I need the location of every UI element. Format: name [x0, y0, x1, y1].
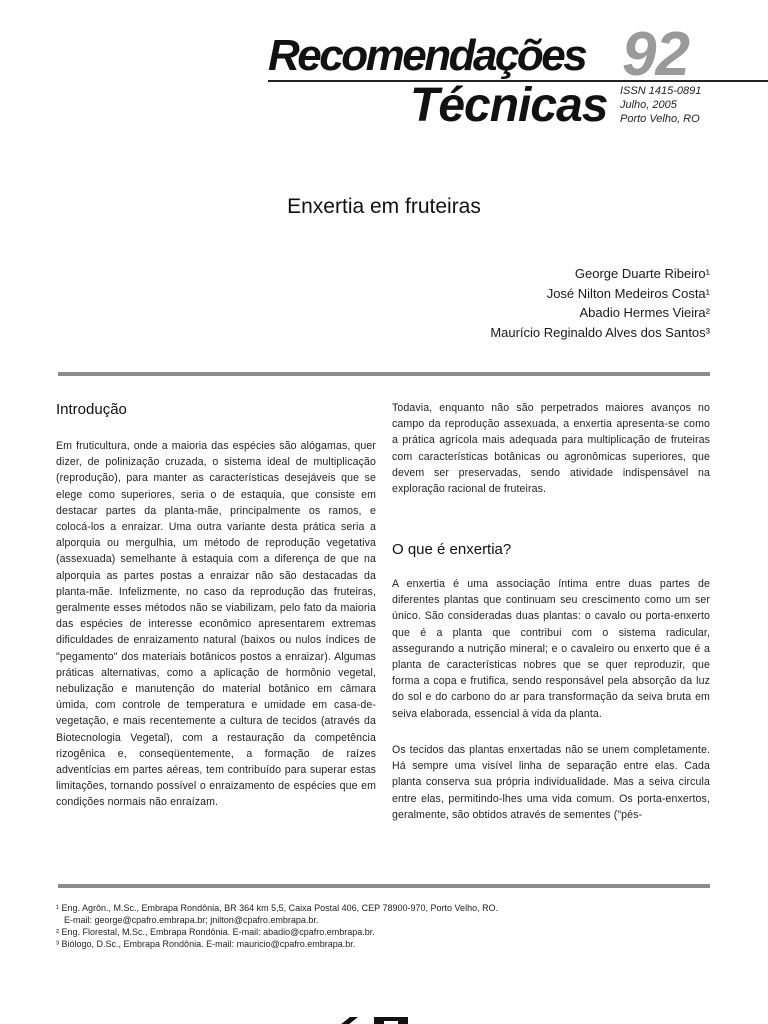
author-list [310, 264, 710, 342]
section-heading-intro: Introdução [56, 401, 127, 418]
paragraph: Em fruticultura, onde a maioria das espécies são alógamas, quer dizer, de polinização cruzada, o sistema ideal de multiplicação (reprodução), para manter as características desejáveis que se elege como superiores, seria o de estaquia, que consiste em destacar partes da planta-mãe, principalmente os ramos, e colocá-los a enraizar. Uma outra variante desta prática seria a alporquia ou mergulhia, um método de reprodução vegetativa (assexuada) semelhante à estaquia com a diferença de que na alporquia as partes postas a enraizar não são destacadas da planta-mãe. Infelizmente, no caso da reprodução das fruteiras, geralmente esses métodos não se viabilizam, pelo fato da maioria das espécies de interesse econômico apresentarem extremas dificuldades de enraizamento natural (baixos ou nulos índices de "pegamento" dos materiais botânicos postos a enraizar). Algumas práticas alternativas, como a aplicação de hormônio vegetal, nebulização e manutenção do material botânico em câmara úmida, com controle de temperatura e umidade em casa-de-vegetação, e mais recentemente a cultura de tecidos (através da Biotecnologia Vegetal), com a restauração da competência rizogênica e, conseqüentemente, a formação de raízes adventícias em partes aéreas, tem contribuído para superar estas limitações, tornando possível o enraizamento de espécies que em condições normais não enraízam. [56, 440, 376, 809]
author: Abadio Hermes Vieira² [579, 305, 710, 320]
paragraph: Os tecidos das plantas enxertadas não se unem completamente. Há sempre uma visível linha de separação entre elas. Cada planta conserva sua própria individualidade. Mas a seiva circula entre elas, permitindo-lhes uma vida comum. Os porta-enxertos, geralmente, são obtidos através de sementes ("pés- [392, 744, 710, 821]
intro-text [56, 438, 376, 811]
footnote: E-mail: george@cpafro.embrapa.br; jnilton@cpafro.embrapa.br. [64, 915, 319, 925]
footnote: ³ Biólogo, D.Sc., Embrapa Rondônia. E-mail: mauricio@cpafro.embrapa.br. [56, 939, 356, 949]
author: George Duarte Ribeiro¹ [574, 266, 710, 281]
author: Maurício Reginaldo Alves dos Santos³ [490, 324, 710, 340]
author: José Nilton Medeiros Costa¹ [546, 285, 710, 301]
what-text-1 [392, 576, 710, 722]
section-heading-what: O que é enxertia? [392, 541, 512, 558]
publication-date: Julho, 2005 [620, 99, 677, 111]
what-text-2 [392, 742, 710, 823]
issue-number: 92 [622, 20, 689, 89]
issn: ISSN 1415-0891 [620, 85, 702, 97]
embrapa-logo-icon [336, 1012, 426, 1024]
footnote: ¹ Eng. Agrôn., M.Sc., Embrapa Rondônia, BR 364 km 5,5, Caixa Postal 406, CEP 78900-970, Porto Velho, RO. [56, 903, 499, 913]
paragraph: A enxertia é uma associação íntima entre duas partes de diferentes plantas que continuam seu crescimento como um ser único. São consideradas duas plantas: o cavalo ou porta-enxerto que é a planta que contribui com o sistema radicular, assegurando a nutrição mineral; e o cavaleiro ou enxerto que é a planta de características nobres que se quer reproduzir, que forma a copa e frutifica, sendo responsável pela absorção da luz do sol e do carbono do ar para transformação da seiva bruta em seiva elaborada, essencial à vida da planta. [392, 578, 710, 720]
publication-place: Porto Velho, RO [620, 113, 700, 125]
series-title-line1: Recomendações [268, 31, 586, 80]
paragraph: Todavia, enquanto não são perpetrados maiores avanços no campo da reprodução assexuada, a enxertia apresenta-se como a prática agrícola mais adequada para multiplicação de fruteiras com características botânicas ou agronômicas superiores, que devem ser preservadas, sendo atividade indispensável na exploração racional de fruteiras. [392, 402, 710, 496]
document-title: Enxertia em fruteiras [287, 195, 481, 218]
bottom-rule [58, 884, 710, 888]
series-title-line2: Técnicas [410, 79, 608, 132]
publication-meta [620, 84, 760, 126]
intro-continued [392, 400, 710, 497]
footnotes [56, 902, 716, 950]
footnote: ² Eng. Florestal, M.Sc., Embrapa Rondônia. E-mail: abadio@cpafro.embrapa.br. [56, 927, 375, 937]
top-rule [58, 372, 710, 376]
